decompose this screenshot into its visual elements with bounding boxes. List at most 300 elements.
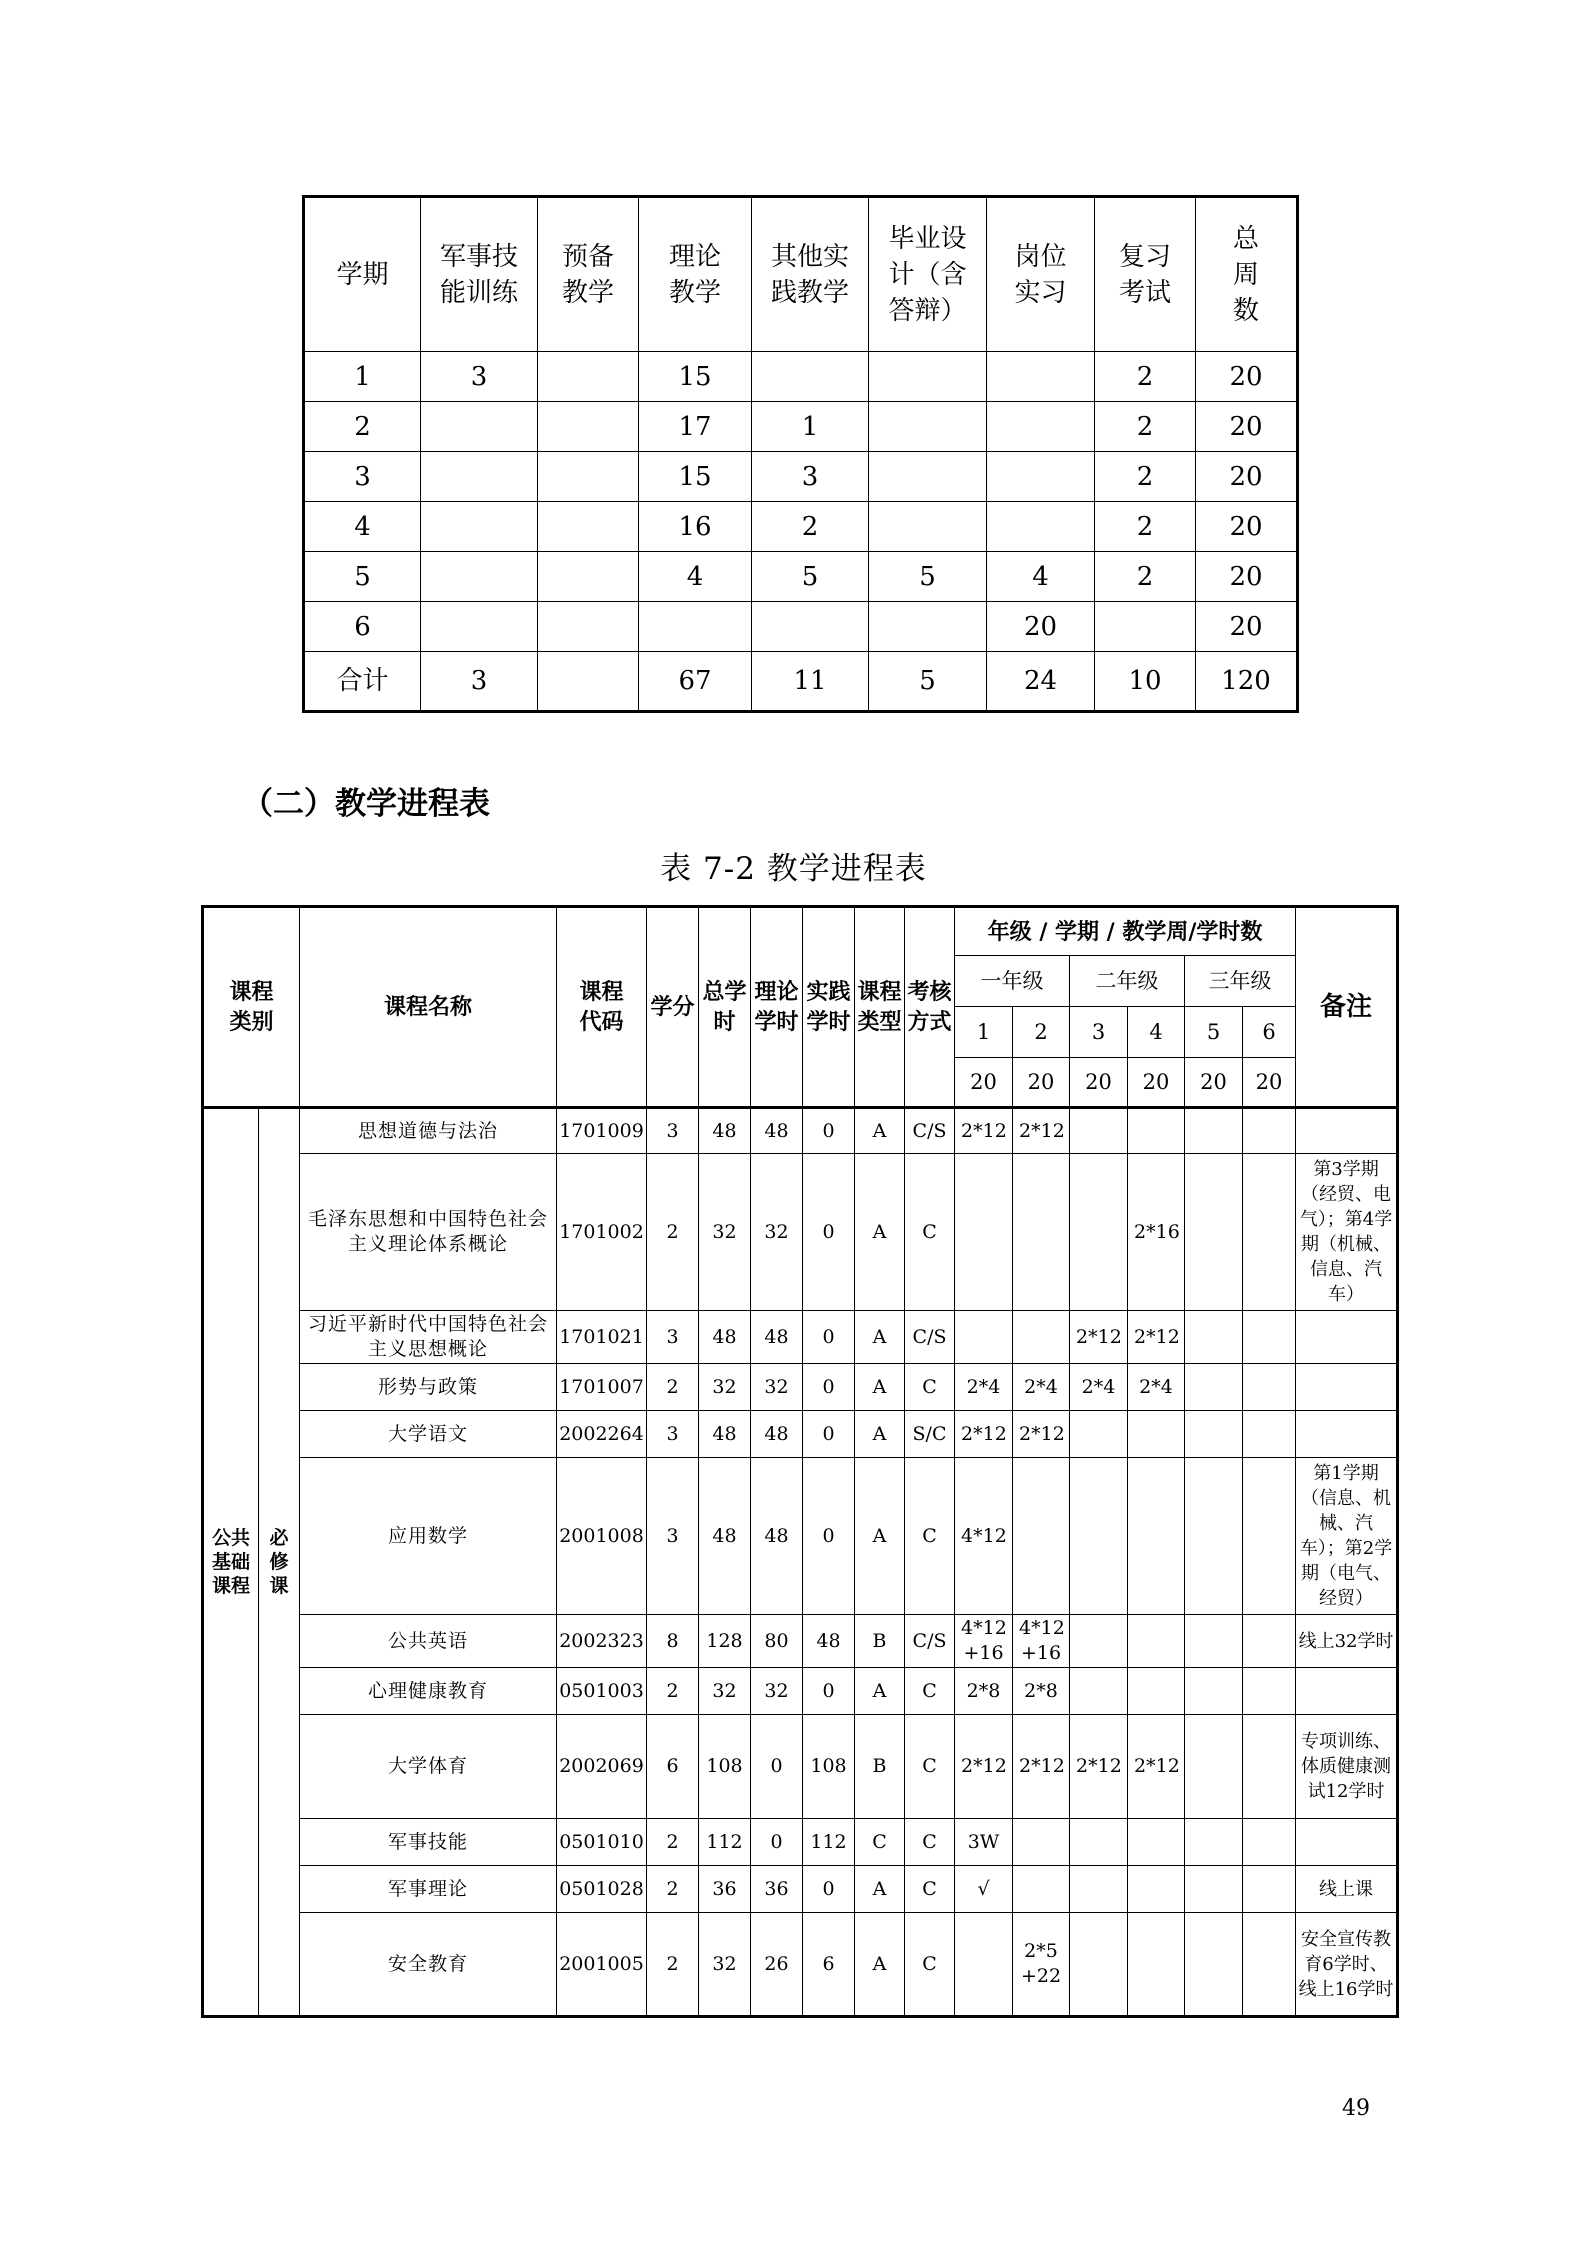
table1-row [304,602,1298,652]
semester-hours-cell: 4*12 +16 [955,1615,1013,1668]
credits-cell: 3 [647,1311,699,1364]
semester-header: 2 [1013,1007,1070,1058]
table1-header-cell: 理论教学 [639,197,752,352]
table1-cell: 10 [1095,652,1196,712]
semester-header: 5 [1185,1007,1243,1058]
semester-hours-cell [1185,1364,1243,1411]
practice-hours-cell: 48 [803,1615,855,1668]
semester-hours-cell: 2*12 [1070,1311,1128,1364]
teaching-schedule-table [201,905,1399,2018]
semester-hours-cell [1070,1108,1128,1154]
course-code-cell: 0501003 [557,1668,647,1715]
exam-method-cell: C [905,1668,955,1715]
course-code-cell: 2002264 [557,1411,647,1458]
theory-hours-cell: 0 [751,1819,803,1866]
course-code-cell: 2002323 [557,1615,647,1668]
semester-hours-cell [1128,1913,1185,2017]
table1-cell: 6 [304,602,421,652]
total-hours-cell: 32 [699,1913,751,2017]
exam-method-cell: C [905,1458,955,1615]
table1-cell [538,552,639,602]
semester-hours-cell: 2*4 [955,1364,1013,1411]
course-code-cell: 2002069 [557,1715,647,1819]
semester-hours-cell [1185,1668,1243,1715]
exam-method-cell: C [905,1364,955,1411]
theory-hours-cell: 32 [751,1154,803,1311]
table1-cell: 2 [304,402,421,452]
semester-hours-cell [1243,1364,1296,1411]
semester-hours-cell [1070,1913,1128,2017]
semester-hours-cell [1243,1458,1296,1615]
semester-hours-cell: 2*12 [955,1411,1013,1458]
theory-hours-cell: 48 [751,1311,803,1364]
semester-hours-cell: 2*8 [1013,1668,1070,1715]
table1-header-cell: 复习考试 [1095,197,1196,352]
table1-cell: 20 [1196,452,1298,502]
weeks-header: 20 [955,1058,1013,1108]
credits-cell: 2 [647,1364,699,1411]
table1-cell: 4 [987,552,1095,602]
course-code-cell: 0501010 [557,1819,647,1866]
theory-hours-cell: 26 [751,1913,803,2017]
table1-cell: 20 [1196,602,1298,652]
semester-hours-cell [1185,1108,1243,1154]
exam-method-cell: C [905,1913,955,2017]
table1-row [304,402,1298,452]
weeks-header: 20 [1070,1058,1128,1108]
practice-hours-cell: 0 [803,1364,855,1411]
course-name-cell: 大学语文 [300,1411,557,1458]
table1-row [304,502,1298,552]
course-row [203,1108,1398,1154]
table1-header-cell: 预备教学 [538,197,639,352]
exam-method-cell: C [905,1715,955,1819]
course-type-cell: C [855,1819,905,1866]
note-cell [1296,1311,1398,1364]
course-name-cell: 军事理论 [300,1866,557,1913]
semester-hours-cell [1128,1866,1185,1913]
course-name-cell: 军事技能 [300,1819,557,1866]
semester-hours-cell [1128,1108,1185,1154]
semester-hours-cell: 4*12 +16 [1013,1615,1070,1668]
total-hours-cell: 32 [699,1154,751,1311]
credits-cell: 6 [647,1715,699,1819]
table1-row [304,652,1298,712]
practice-hours-cell: 108 [803,1715,855,1819]
exam-method-cell: C/S [905,1108,955,1154]
practice-hours-cell: 0 [803,1311,855,1364]
table1-cell [639,602,752,652]
semester-hours-cell: 2*12 [1013,1411,1070,1458]
table1-cell [538,402,639,452]
total-hours-cell: 32 [699,1668,751,1715]
note-cell: 线上32学时 [1296,1615,1398,1668]
credits-cell: 8 [647,1615,699,1668]
table1-cell [869,502,987,552]
course-code-cell: 1701009 [557,1108,647,1154]
semester-hours-cell [1243,1913,1296,2017]
semester-hours-cell [1185,1411,1243,1458]
table1-row [304,452,1298,502]
semester-hours-cell [1070,1668,1128,1715]
semester-hours-cell [1243,1108,1296,1154]
table1-cell [869,602,987,652]
semester-hours-cell: 2*12 [1128,1311,1185,1364]
semester-hours-cell: 2*4 [1013,1364,1070,1411]
course-name-cell: 思想道德与法治 [300,1108,557,1154]
grade-header: 一年级 [955,956,1070,1007]
semester-hours-cell [1128,1458,1185,1615]
course-row [203,1668,1398,1715]
semester-hours-cell [1070,1819,1128,1866]
course-code-header: 课程代码 [557,907,647,1108]
course-type-cell: A [855,1458,905,1615]
semester-hours-cell: 2*16 [1128,1154,1185,1311]
semester-hours-cell [1128,1411,1185,1458]
table1-cell: 20 [1196,352,1298,402]
semester-hours-cell: 2*12 [955,1715,1013,1819]
course-code-cell: 1701007 [557,1364,647,1411]
table1-cell: 2 [1095,352,1196,402]
table1-cell: 20 [1196,502,1298,552]
exam-method-cell: C [905,1819,955,1866]
table1-cell: 17 [639,402,752,452]
course-row [203,1715,1398,1819]
practice-hours-cell: 0 [803,1154,855,1311]
credits-cell: 3 [647,1458,699,1615]
course-type-cell: A [855,1866,905,1913]
table1-cell: 3 [304,452,421,502]
table1-cell [538,352,639,402]
practice-hours-header: 实践学时 [803,907,855,1108]
table1-cell [869,452,987,502]
semester-hours-cell [1185,1913,1243,2017]
course-type-cell: B [855,1715,905,1819]
grade-header: 二年级 [1070,956,1185,1007]
table1-header-row [304,197,1298,352]
semester-hours-cell: 2*4 [1128,1364,1185,1411]
semester-hours-cell [955,1913,1013,2017]
table1-row [304,552,1298,602]
semester-hours-cell [1128,1615,1185,1668]
semester-hours-cell [1243,1715,1296,1819]
table-caption: 表 7-2 教学进程表 [660,851,927,887]
semester-hours-cell [1185,1458,1243,1615]
note-cell [1296,1364,1398,1411]
course-row [203,1913,1398,2017]
note-cell: 安全宣传教育6学时、线上16学时 [1296,1913,1398,2017]
exam-method-cell: C [905,1866,955,1913]
course-name-header: 课程名称 [300,907,557,1108]
practice-hours-cell: 112 [803,1819,855,1866]
semester-hours-cell [1185,1615,1243,1668]
semester-hours-cell [1243,1154,1296,1311]
table1-cell [987,452,1095,502]
practice-hours-cell: 0 [803,1108,855,1154]
course-code-cell: 1701002 [557,1154,647,1311]
course-name-cell: 形势与政策 [300,1364,557,1411]
practice-hours-cell: 0 [803,1866,855,1913]
table1-cell: 15 [639,352,752,402]
course-row [203,1866,1398,1913]
credits-header: 学分 [647,907,699,1108]
exam-method-cell: C/S [905,1615,955,1668]
schedule-header: 年级 / 学期 / 教学周/学时数 [955,907,1296,956]
total-hours-cell: 32 [699,1364,751,1411]
table1-cell: 2 [752,502,869,552]
table1-cell [987,402,1095,452]
table1-cell [538,452,639,502]
theory-hours-cell: 32 [751,1364,803,1411]
semester-hours-cell [1128,1668,1185,1715]
semester-hours-cell [1185,1866,1243,1913]
course-type-cell: A [855,1913,905,2017]
table1-cell [987,502,1095,552]
course-row [203,1154,1398,1311]
note-cell [1296,1108,1398,1154]
theory-hours-cell: 48 [751,1108,803,1154]
table1-cell: 67 [639,652,752,712]
section-heading: （二）教学进程表 [242,786,490,822]
course-row [203,1819,1398,1866]
table1-cell: 2 [1095,452,1196,502]
total-hours-cell: 36 [699,1866,751,1913]
table1-cell [1095,602,1196,652]
semester-hours-cell: 2*12 [1128,1715,1185,1819]
course-type-cell: A [855,1154,905,1311]
note-cell [1296,1819,1398,1866]
exam-method-header: 考核方式 [905,907,955,1108]
semester-hours-cell: 2*12 [1070,1715,1128,1819]
semester-hours-cell [1013,1819,1070,1866]
table1-cell: 20 [1196,552,1298,602]
credits-cell: 2 [647,1866,699,1913]
course-name-cell: 公共英语 [300,1615,557,1668]
semester-hours-cell [1013,1154,1070,1311]
semester-header: 1 [955,1007,1013,1058]
semester-hours-cell: 2*5 +22 [1013,1913,1070,2017]
category-cell: 公共基础课程 [203,1108,259,2017]
semester-hours-cell [955,1311,1013,1364]
table1-cell [421,402,538,452]
course-name-cell: 习近平新时代中国特色社会主义思想概论 [300,1311,557,1364]
table1-cell: 4 [304,502,421,552]
semester-hours-cell [1243,1411,1296,1458]
semester-hours-cell: 2*12 [955,1108,1013,1154]
table1-header-cell: 总周数 [1196,197,1298,352]
semester-hours-cell [1185,1311,1243,1364]
practice-hours-cell: 0 [803,1668,855,1715]
practice-hours-cell: 0 [803,1458,855,1615]
table1-header-cell: 毕业设计（含答辩） [869,197,987,352]
table1-cell: 2 [1095,502,1196,552]
table1-header-cell: 学期 [304,197,421,352]
table1-header-cell: 岗位实习 [987,197,1095,352]
credits-cell: 2 [647,1154,699,1311]
credits-cell: 3 [647,1108,699,1154]
table1-cell: 5 [869,552,987,602]
semester-hours-cell [1070,1411,1128,1458]
course-type-cell: A [855,1411,905,1458]
semester-hours-cell [1243,1668,1296,1715]
table1-cell: 24 [987,652,1095,712]
table1-cell [538,602,639,652]
course-name-cell: 大学体育 [300,1715,557,1819]
note-cell: 第1学期（信息、机械、汽车）；第2学期（电气、经贸） [1296,1458,1398,1615]
table1-cell [421,602,538,652]
total-hours-cell: 128 [699,1615,751,1668]
semester-hours-cell [1013,1458,1070,1615]
note-cell: 线上课 [1296,1866,1398,1913]
table1-cell: 20 [987,602,1095,652]
course-type-cell: A [855,1108,905,1154]
exam-method-cell: C [905,1154,955,1311]
exam-method-cell: S/C [905,1411,955,1458]
total-hours-cell: 48 [699,1311,751,1364]
semester-header: 6 [1243,1007,1296,1058]
note-cell: 专项训练、体质健康测试12学时 [1296,1715,1398,1819]
weeks-header: 20 [1013,1058,1070,1108]
table1-cell: 1 [752,402,869,452]
theory-hours-cell: 48 [751,1458,803,1615]
semester-hours-cell [1243,1819,1296,1866]
table1-cell: 20 [1196,402,1298,452]
table1-cell [538,502,639,552]
theory-hours-cell: 0 [751,1715,803,1819]
semester-header: 4 [1128,1007,1185,1058]
course-type-cell: A [855,1311,905,1364]
course-row [203,1364,1398,1411]
semester-hours-cell [1128,1819,1185,1866]
table1-cell: 120 [1196,652,1298,712]
note-cell: 第3学期（经贸、电气）；第4学期（机械、信息、汽车） [1296,1154,1398,1311]
course-name-cell: 应用数学 [300,1458,557,1615]
category-header: 课程类别 [203,907,300,1108]
semester-hours-cell [1070,1615,1128,1668]
semester-hours-cell: 3W [955,1819,1013,1866]
subcategory-cell: 必修课 [259,1108,300,2017]
table1-cell: 3 [421,352,538,402]
course-row [203,1311,1398,1364]
semester-hours-cell [1185,1715,1243,1819]
semester-hours-cell: 2*4 [1070,1364,1128,1411]
table1-cell: 合计 [304,652,421,712]
total-hours-cell: 48 [699,1458,751,1615]
course-row [203,1411,1398,1458]
exam-method-cell: C/S [905,1311,955,1364]
grade-header: 三年级 [1185,956,1296,1007]
course-name-cell: 毛泽东思想和中国特色社会主义理论体系概论 [300,1154,557,1311]
total-hours-cell: 108 [699,1715,751,1819]
note-cell [1296,1668,1398,1715]
course-code-cell: 0501028 [557,1866,647,1913]
table1-cell [752,602,869,652]
table1-cell [752,352,869,402]
credits-cell: 2 [647,1913,699,2017]
theory-hours-cell: 32 [751,1668,803,1715]
theory-hours-header: 理论学时 [751,907,803,1108]
semester-hours-cell [1185,1819,1243,1866]
note-cell [1296,1411,1398,1458]
table1-cell: 1 [304,352,421,402]
table1-cell [869,352,987,402]
semester-hours-cell: √ [955,1866,1013,1913]
table1-cell: 5 [869,652,987,712]
semester-hours-cell [1070,1458,1128,1615]
notes-header: 备注 [1296,907,1398,1108]
practice-hours-cell: 6 [803,1913,855,2017]
semester-hours-cell [1013,1866,1070,1913]
course-name-cell: 心理健康教育 [300,1668,557,1715]
semester-hours-cell: 4*12 [955,1458,1013,1615]
weeks-header: 20 [1128,1058,1185,1108]
table1-cell [421,452,538,502]
semester-hours-cell: 2*8 [955,1668,1013,1715]
table1-cell: 4 [639,552,752,602]
table1-cell [538,652,639,712]
semester-hours-cell [1185,1154,1243,1311]
semester-hours-cell [955,1154,1013,1311]
semester-hours-cell: 2*12 [1013,1715,1070,1819]
course-row [203,1615,1398,1668]
course-code-cell: 1701021 [557,1311,647,1364]
practice-hours-cell: 0 [803,1411,855,1458]
table1-cell: 2 [1095,402,1196,452]
semester-hours-cell [1013,1311,1070,1364]
total-hours-cell: 48 [699,1411,751,1458]
theory-hours-cell: 48 [751,1411,803,1458]
table1-cell: 5 [304,552,421,602]
table1-row [304,352,1298,402]
course-type-cell: A [855,1668,905,1715]
course-name-cell: 安全教育 [300,1913,557,2017]
semester-weeks-table [302,195,1299,713]
semester-hours-cell [1070,1154,1128,1311]
semester-hours-cell [1243,1311,1296,1364]
table1-cell: 15 [639,452,752,502]
table1-cell: 3 [752,452,869,502]
table1-cell [987,352,1095,402]
weeks-header: 20 [1243,1058,1296,1108]
semester-hours-cell: 2*12 [1013,1108,1070,1154]
semester-hours-cell [1070,1866,1128,1913]
course-type-cell: A [855,1364,905,1411]
credits-cell: 2 [647,1668,699,1715]
total-hours-cell: 112 [699,1819,751,1866]
total-hours-cell: 48 [699,1108,751,1154]
credits-cell: 3 [647,1411,699,1458]
course-type-header: 课程类型 [855,907,905,1108]
credits-cell: 2 [647,1819,699,1866]
table1-cell: 11 [752,652,869,712]
table1-header-cell: 军事技能训练 [421,197,538,352]
course-type-cell: B [855,1615,905,1668]
semester-hours-cell [1243,1615,1296,1668]
total-hours-header: 总学时 [699,907,751,1108]
course-code-cell: 2001005 [557,1913,647,2017]
theory-hours-cell: 36 [751,1866,803,1913]
course-code-cell: 2001008 [557,1458,647,1615]
page-number: 49 [1342,2096,1370,2121]
table1-cell [869,402,987,452]
semester-hours-cell [1243,1866,1296,1913]
course-row [203,1458,1398,1615]
table1-cell [421,502,538,552]
weeks-header: 20 [1185,1058,1243,1108]
theory-hours-cell: 80 [751,1615,803,1668]
table1-cell: 16 [639,502,752,552]
semester-header: 3 [1070,1007,1128,1058]
